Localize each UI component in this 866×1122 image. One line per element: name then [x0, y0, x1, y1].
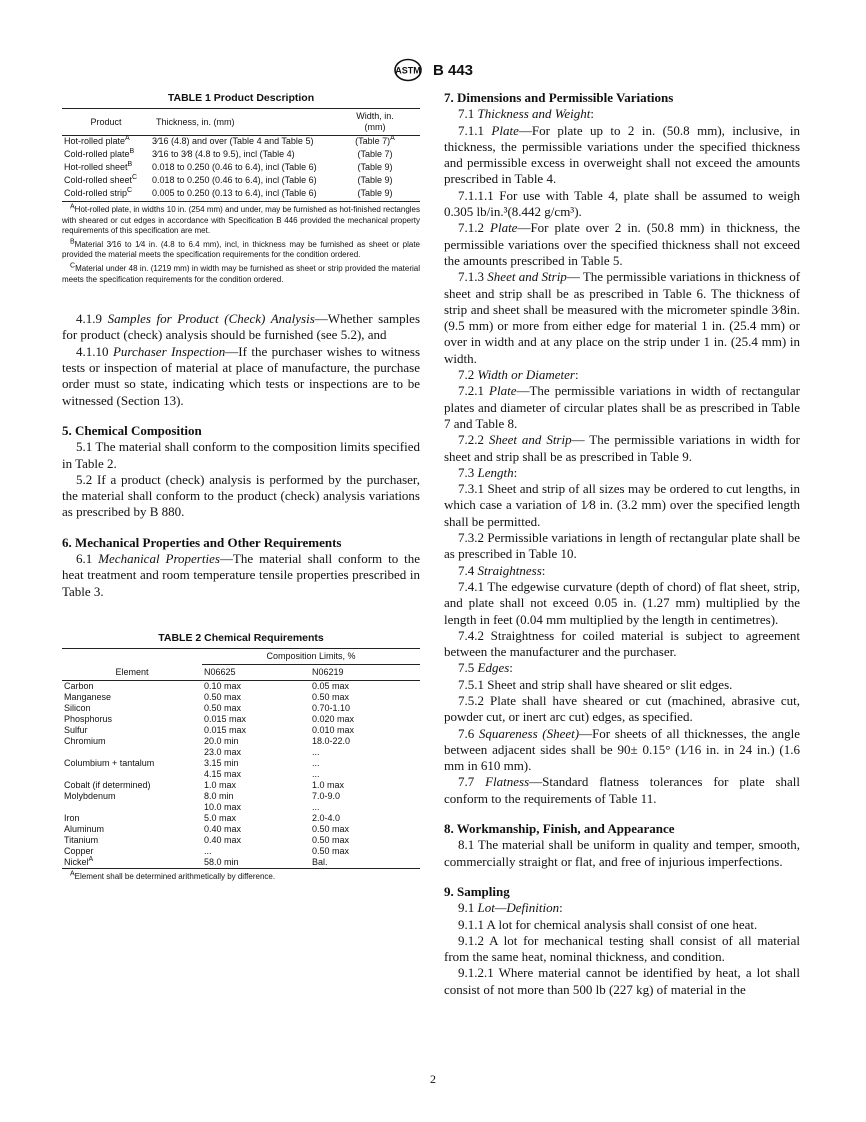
table2-n06219-cell: 2.0-4.0	[312, 812, 341, 823]
table2-element-cell: Molybdenum	[64, 790, 116, 801]
table2-row	[62, 703, 420, 714]
table1-product-description	[62, 108, 420, 202]
paragraph-5-2: 5.2 If a product (check) analysis is performed by the purchaser, the material shall conform to the product (check) analysis variations as prescribed by B 880.	[62, 471, 420, 520]
table2-row	[62, 824, 420, 835]
table2-col-composition: Composition Limits, %	[202, 648, 420, 664]
table2-element-cell	[62, 802, 202, 813]
table2-n06625-cell: ...	[204, 845, 212, 856]
paragraph-9-1: 9.1 Lot—Definition:	[458, 900, 563, 916]
paragraph-4-1-9: 4.1.9 Samples for Product (Check) Analysis—Whether samples for product (check) analysis should be furnished (see 5.2), and	[62, 311, 421, 343]
table2-row	[62, 680, 420, 692]
section-8-heading: 8. Workmanship, Finish, and Appearance	[444, 821, 675, 837]
table2-title: TABLE 2 Chemical Requirements	[158, 631, 324, 644]
table2-element-cell	[62, 769, 202, 780]
paragraph-7-4-2: 7.4.2 Straightness for coiled material is subject to agreement between the manufacturer and the purchaser.	[444, 627, 800, 660]
table2-n06219-cell: ...	[312, 768, 320, 779]
section-6-heading: 6. Mechanical Properties and Other Requirements	[62, 534, 342, 550]
table2-row	[62, 802, 420, 813]
table2-row	[62, 692, 420, 703]
paragraph-9-1-2-1: 9.1.2.1 Where material cannot be identified by heat, a lot shall consist of not more than 500 lb (227 kg) of material in the	[444, 965, 800, 997]
paragraph-6-1: 6.1 Mechanical Properties—The material shall conform to the heat treatment and room temperature tensile properties prescribed in Table 3.	[62, 551, 421, 599]
table2-n06625-cell: 0.015 max	[204, 724, 247, 735]
table1-thickness-cell: 3⁄16 to 3⁄8 (4.8 to 9.5), incl (Table 4)	[152, 149, 295, 159]
table1-footnotes	[62, 205, 420, 285]
table2-n06625-cell: 0.40 max	[204, 834, 242, 845]
table2-row	[62, 813, 420, 824]
table2-n06219-cell: 0.010 max	[312, 724, 355, 735]
section-9-heading: 9. Sampling	[444, 883, 510, 899]
table1-thickness-cell: 3⁄16 (4.8) and over (Table 4 and Table 5)	[152, 136, 314, 146]
paragraph-9-1-1: 9.1.1 A lot for chemical analysis shall consist of one heat.	[458, 916, 758, 932]
table1-row	[62, 175, 420, 188]
section-5-heading: 5. Chemical Composition	[62, 422, 202, 438]
paragraph-4-1-10: 4.1.10 Purchaser Inspection—If the purchaser wishes to witness tests or inspection of material at place of manufacture, the purchase order must so state, indicating which tests or inspections are to be witnessed (Section 13).	[62, 343, 421, 408]
table2-n06625-cell: 3.15 min	[204, 757, 239, 768]
table2-row	[62, 846, 420, 857]
paragraph-7-3: 7.3 Length:	[458, 464, 518, 480]
paragraph-8-1: 8.1 The material shall be uniform in quality and temper, smooth, commercially straight or flat, and free of injurious imperfections.	[444, 837, 800, 869]
table1-thickness-cell: 0.018 to 0.250 (0.46 to 6.4), incl (Table 6)	[152, 162, 317, 172]
paragraph-7-3-1: 7.3.1 Sheet and strip of all sizes may be ordered to cut lengths, in which case a variation of 1⁄8 in. (3.2 mm) over the specified length shall be permitted.	[444, 481, 800, 529]
table2-n06219-cell: ...	[312, 746, 320, 757]
paragraph-7-4-1: 7.4.1 The edgewise curvature (depth of chord) of flat sheet, strip, and plate shall not exceed 0.05 in. (1.27 mm) multiplied by the length in feet (0.04 mm multiplied by the length in centimetres).	[444, 578, 800, 627]
table1-col-product: Product	[90, 116, 122, 127]
table2-n06625-cell: 0.50 max	[204, 691, 242, 702]
table2-n06219-cell: 7.0-9.0	[312, 790, 341, 801]
table1-footnote: $^B$Material 3⁄16 to 1⁄4 in. (4.8 to 6.4 mm), incl, in thickness may be furnished as sheet or plate provided the material meets the specification requirements for the condition ordered.	[62, 238, 420, 260]
table2-element-cell: Carbon	[64, 680, 94, 691]
table2-n06219-cell: 0.50 max	[312, 823, 350, 834]
paragraph-5-1: 5.1 The material shall conform to the composition limits specified in Table 2.	[62, 439, 420, 471]
table1-thickness-cell: 0.018 to 0.250 (0.46 to 6.4), incl (Table 6)	[152, 175, 317, 185]
table2-element-cell: Iron	[64, 812, 80, 823]
table2-n06219-cell: 0.50 max	[312, 845, 350, 856]
table2-n06219-cell: 0.50 max	[312, 691, 350, 702]
table2-n06219-cell: 1.0 max	[312, 779, 345, 790]
table1-product-cell: Hot-rolled plate$^A$	[64, 135, 130, 146]
table2-n06625-cell: 5.0 max	[204, 812, 237, 823]
paragraph-7-1-1-1: 7.1.1.1 For use with Table 4, plate shall be assumed to weigh 0.305 lb/in.³(8.442 g/cm³).	[444, 187, 800, 220]
table2-footnote: $^A$Element shall be determined arithmetically by difference.	[70, 870, 276, 881]
table2-n06219-cell: 0.70-1.10	[312, 702, 351, 713]
table2-n06625-cell: 8.0 min	[204, 790, 234, 801]
table2-n06625-cell: 0.40 max	[204, 823, 242, 834]
paragraph-7-2-2: 7.2.2 Sheet and Strip— The permissible variations in width for sheet and strip shall be as prescribed in Table 9.	[444, 432, 800, 464]
table2-row	[62, 758, 420, 769]
table1-col-thickness: Thickness, in. (mm)	[156, 116, 235, 127]
table1-product-cell: Hot-rolled sheet$^B$	[64, 161, 133, 172]
paragraph-7-1-3: 7.1.3 Sheet and Strip— The permissible variations in thickness of sheet and strip shall be as prescribed in Table 6. The thickness of strip and sheet shall be measured with the micrometer spindle 3⁄8in. (9.5 mm) or more from either edge for material 1 in. (25.4 mm) or over in width and at any place on the strip under 1 in. (25.4 mm) in width.	[444, 269, 801, 366]
table1-width-cell: (Table 9)	[357, 175, 393, 185]
table2-n06625-cell: 0.10 max	[204, 680, 242, 691]
table2-element-cell: Columbium + tantalum	[64, 757, 155, 768]
paragraph-7-1: 7.1 Thickness and Weight:	[458, 106, 595, 122]
table1-width-cell: (Table 7)	[357, 149, 393, 159]
table2-element-cell: Manganese	[64, 691, 112, 702]
paragraph-7-5-2: 7.5.2 Plate shall have sheared or cut (machined, abrasive cut, powder cut, or inert arc cut) edges, as specified.	[444, 692, 800, 725]
table2-n06625-cell: 58.0 min	[202, 857, 310, 869]
table2-row	[62, 747, 420, 758]
paragraph-7-7: 7.7 Flatness—Standard flatness tolerances for plate shall conform to the requirements of Table 11.	[444, 774, 801, 806]
table1-row	[62, 149, 420, 162]
table2-row	[62, 791, 420, 802]
table2-element-cell	[62, 747, 202, 758]
table2-row	[62, 835, 420, 846]
page-header	[0, 58, 866, 82]
table2-element-cell: Titanium	[64, 834, 99, 845]
table2-n06625-cell: 10.0 max	[204, 801, 242, 812]
table2-n06625-cell: 23.0 max	[204, 746, 242, 757]
table2-n06625-cell: 0.015 max	[204, 713, 247, 724]
right-column	[444, 90, 800, 998]
astm-logo-icon	[393, 58, 423, 82]
section-7-heading: 7. Dimensions and Permissible Variations	[444, 90, 674, 105]
paragraph-7-6: 7.6 Squareness (Sheet)—For sheets of all thicknesses, the angle between adjacent sides shall be 90± 0.15° (1⁄16 in. in 24 in.) (1.6 mm in 610 mm).	[444, 725, 801, 774]
paragraph-9-1-2: 9.1.2 A lot for mechanical testing shall consist of all material from the same heat, nominal thickness, and condition.	[444, 932, 800, 965]
table1-title: TABLE 1 Product Description	[167, 92, 315, 104]
table2-n06219-cell: ...	[312, 757, 320, 768]
table1-width-cell: (Table 9)	[357, 162, 393, 172]
table2-col-alloy2: N06219	[312, 666, 344, 677]
table2-element-cell: Sulfur	[64, 724, 88, 735]
paragraph-7-1-2: 7.1.2 Plate—For plate over 2 in. (50.8 mm) in thickness, the permissible variations over the specified thickness shall not exceed the amounts prescribed in Table 5.	[444, 220, 801, 268]
table2-element-cell: Aluminum	[64, 823, 105, 834]
paragraph-7-1-1: 7.1.1 Plate—For plate up to 2 in. (50.8 mm), inclusive, in thickness, the permissible variations under the specified thickness and permissible excess in overweight shall not exceed the amounts prescribed in Table 4.	[444, 122, 801, 187]
table1-width-cell: (Table 7)$^A$	[355, 135, 395, 146]
table2-row	[62, 736, 420, 747]
table1-product-cell: Cold-rolled plate$^B$	[64, 148, 135, 159]
table1-footnote: $^C$Material under 48 in. (1219 mm) in width may be furnished as sheet or strip provided the material meets the specification requirements for the condition ordered.	[62, 262, 420, 284]
svg-text:ASTM: ASTM	[395, 65, 421, 76]
table2-n06625-cell: 4.15 max	[204, 768, 242, 779]
table1-row	[62, 188, 420, 202]
table2-n06625-cell: 0.50 max	[204, 702, 242, 713]
table2-n06219-cell: 0.50 max	[312, 834, 350, 845]
table2-n06219-cell: 18.0-22.0	[312, 735, 351, 746]
table2-element-cell: Cobalt (if determined)	[64, 779, 151, 790]
paragraph-7-3-2: 7.3.2 Permissible variations in length of rectangular plate shall be as prescribed in Table 10.	[444, 530, 800, 562]
table2-col-alloy1: N06625	[204, 666, 236, 677]
paragraph-7-2: 7.2 Width or Diameter:	[458, 367, 579, 383]
table2-n06625-cell: 20.0 min	[204, 735, 239, 746]
table2-n06219-cell: 0.05 max	[312, 680, 350, 691]
table2-row	[62, 769, 420, 780]
table2-row	[62, 714, 420, 725]
table1-thickness-cell: 0.005 to 0.250 (0.13 to 6.4), incl (Table 6)	[152, 188, 317, 198]
table2-n06219-cell: Bal.	[310, 857, 420, 869]
paragraph-7-5-1: 7.5.1 Sheet and strip shall have sheared or slit edges.	[458, 676, 733, 692]
table2-n06625-cell: 1.0 max	[204, 779, 237, 790]
table2-element-cell: Silicon	[64, 702, 91, 713]
paragraph-7-4: 7.4 Straightness:	[458, 562, 546, 578]
table2-n06219-cell: 0.020 max	[312, 713, 355, 724]
table2-col-element: Element	[115, 666, 149, 677]
table1-row	[62, 162, 420, 175]
table2-element-cell: Nickel$^A$	[62, 857, 202, 869]
table2-element-cell: Chromium	[64, 735, 106, 746]
paragraph-7-5: 7.5 Edges:	[458, 660, 513, 676]
table1-product-cell: Cold-rolled strip$^C$	[64, 187, 133, 198]
paragraph-7-2-1: 7.2.1 Plate—The permissible variations in width of rectangular plates and diameter of circular plates shall be as prescribed in Table 7 and Table 8.	[444, 383, 800, 431]
table2-element-cell: Phosphorus	[64, 713, 113, 724]
table1-col-width: Width, in. (mm)	[356, 111, 394, 132]
left-column	[62, 90, 420, 883]
table2-chemical-requirements	[62, 648, 420, 869]
table1-footnote: $^A$Hot-rolled plate, in widths 10 in. (254 mm) and under, may be furnished as hot-finished rectangles with sheared or cut edges in accordance with Specification B 446 provided the mechanical property requirements of this specification are met.	[62, 203, 420, 236]
table2-row	[62, 857, 420, 869]
table1-width-cell: (Table 9)	[357, 188, 393, 198]
table1-row	[62, 136, 420, 150]
table2-row	[62, 780, 420, 791]
page-number: 2	[430, 1072, 436, 1086]
table2-row	[62, 725, 420, 736]
table2-element-cell: Copper	[64, 845, 94, 856]
table1-product-cell: Cold-rolled sheet$^C$	[64, 174, 138, 185]
table2-n06219-cell: ...	[312, 801, 320, 812]
standard-designation: B 443	[432, 61, 474, 79]
